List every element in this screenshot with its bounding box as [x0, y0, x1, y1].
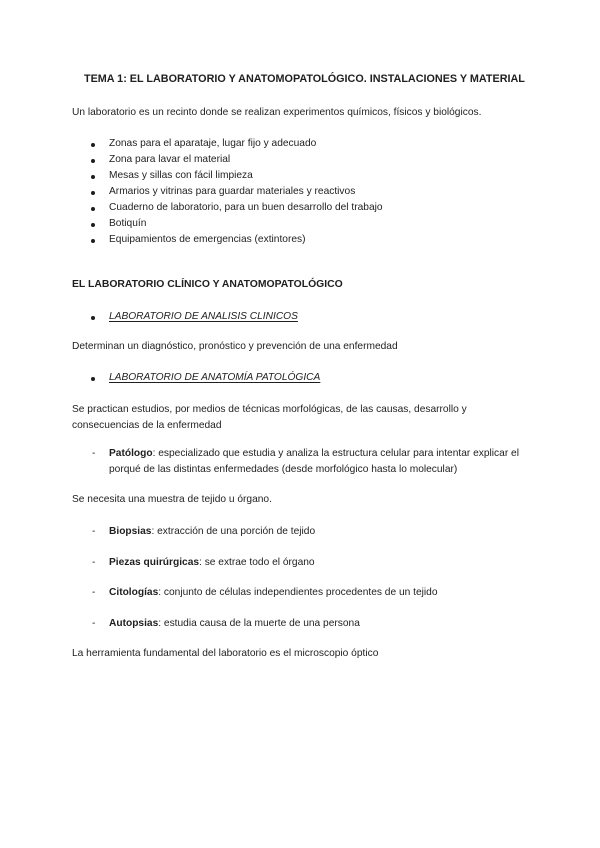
dash-marker: -: [92, 557, 96, 568]
dash-marker: -: [92, 448, 96, 459]
bullet-icon: [91, 175, 95, 179]
dash-marker: -: [92, 618, 96, 629]
bullet-icon: [91, 239, 95, 243]
definition-item: [109, 525, 315, 539]
bullet-icon: [91, 191, 95, 195]
definition-text: : se extrae todo el órgano: [199, 557, 315, 568]
section-heading: EL LABORATORIO CLÍNICO Y ANATOMOPATOLÓGICO: [72, 279, 343, 290]
patologo-def-line2: porqué de las distintas enfermedades (desde morfológico hasta lo molecular): [109, 464, 458, 475]
list-item: Zona para lavar el material: [109, 154, 231, 165]
bullet-icon: [91, 377, 95, 381]
list-item: Zonas para el aparataje, lugar fijo y adecuado: [109, 138, 317, 149]
definition-text: : conjunto de células independientes procedentes de un tejido: [158, 587, 438, 598]
dash-marker: -: [92, 587, 96, 598]
lab-clinico-text: Determinan un diagnóstico, pronóstico y prevención de una enfermedad: [72, 341, 398, 352]
list-item: Equipamientos de emergencias (extintores): [109, 234, 306, 245]
patologo-def: : especializado que estudia y analiza la estructura celular para intentar explicar el: [152, 448, 519, 459]
lab-clinico-label: LABORATORIO DE ANALISIS CLINICOS: [109, 311, 298, 322]
list-item: Cuaderno de laboratorio, para un buen desarrollo del trabajo: [109, 202, 383, 213]
definition-item: [109, 586, 437, 600]
dash-marker: -: [92, 526, 96, 537]
bullet-icon: [91, 316, 95, 320]
list-item: Armarios y vitrinas para guardar materiales y reactivos: [109, 186, 356, 197]
definition-text: : extracción de una porción de tejido: [151, 526, 316, 537]
list-item: Mesas y sillas con fácil limpieza: [109, 170, 253, 181]
intro-paragraph: Un laboratorio es un recinto donde se realizan experimentos químicos, físicos y biológicos.: [72, 107, 482, 118]
lab-anatomia-label: LABORATORIO DE ANATOMÍA PATOLÓGICA: [109, 372, 321, 383]
closing-paragraph: La herramienta fundamental del laboratorio es el microscopio óptico: [72, 648, 379, 659]
bullet-icon: [91, 223, 95, 227]
definition-term: Autopsias: [109, 618, 159, 629]
definition-term: Piezas quirúrgicas: [109, 557, 200, 568]
muestra-text: Se necesita una muestra de tejido u órgano.: [72, 494, 272, 505]
definition-item: [109, 617, 360, 631]
list-item: Botiquín: [109, 218, 147, 229]
lab-anatomia-text-line1: Se practican estudios, por medios de técnicas morfológicas, de las causas, desarrollo y: [72, 404, 467, 415]
lab-anatomia-text-line2: consecuencias de la enfermedad: [72, 420, 222, 431]
patologo-definition: [109, 447, 519, 461]
definition-term: Citologías: [109, 587, 159, 598]
bullet-icon: [91, 143, 95, 147]
page-title: TEMA 1: EL LABORATORIO Y ANATOMOPATOLÓGICO. INSTALACIONES Y MATERIAL: [84, 73, 525, 85]
bullet-icon: [91, 159, 95, 163]
definition-term: Biopsias: [109, 526, 152, 537]
definition-item: [109, 556, 315, 570]
bullet-icon: [91, 207, 95, 211]
patologo-term: Patólogo: [109, 448, 153, 459]
definition-text: : estudia causa de la muerte de una persona: [158, 618, 360, 629]
